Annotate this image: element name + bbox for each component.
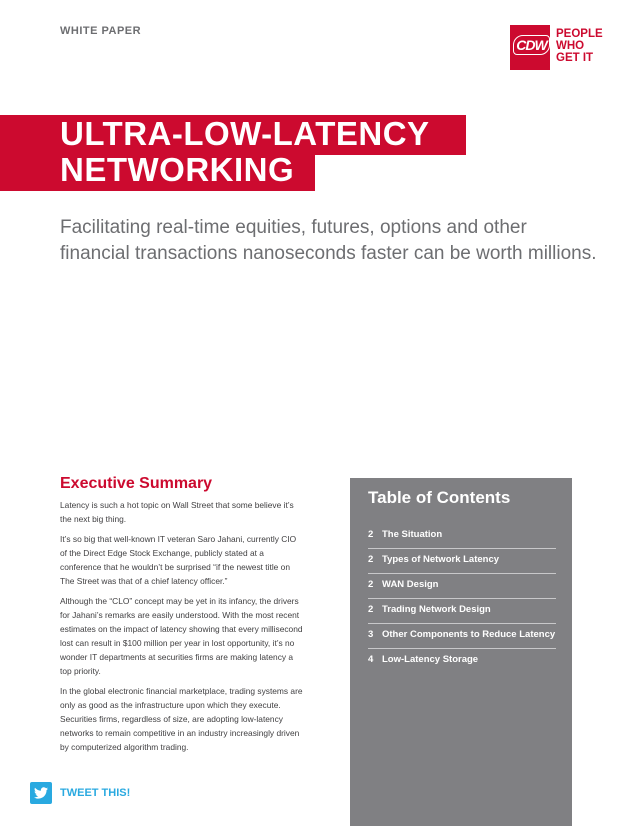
toc-page-number: 2 xyxy=(368,554,374,565)
tweet-this-label[interactable]: TWEET THIS! xyxy=(60,787,131,799)
summary-paragraph: Although the “CLO” concept may be yet in its infancy, the drivers for Jahani’s remarks are easily understood. With the most recent estimates on the impact of latency showing that every millisecond lost can result in $100 million per year in lost opportunity, it’s no wonder IT departments at securities firms are making latency a top priority. xyxy=(60,596,303,676)
summary-paragraph: In the global electronic financial marketplace, trading systems are only as good as the infrastructure upon which they execute. Securities firms, regardless of size, are adopting low-latency networks to remain competitive in an industry increasingly driven by computerized algorithm trading. xyxy=(60,686,303,752)
toc-item-label: WAN Design xyxy=(382,579,439,590)
toc-item-label: Trading Network Design xyxy=(382,604,491,615)
executive-summary-body xyxy=(60,498,305,760)
toc-item-label: Low-Latency Storage xyxy=(382,654,479,665)
subtitle: Facilitating real-time equities, futures, options and other financial transactions nanoseconds faster can be worth millions. xyxy=(60,217,597,264)
toc-item-low-latency-storage[interactable] xyxy=(368,649,556,673)
title-line-1: ULTRA-LOW-LATENCY xyxy=(60,115,430,152)
toc-item-trading-network-design[interactable] xyxy=(368,599,556,624)
toc-page-number: 2 xyxy=(368,604,374,615)
toc-page-number: 4 xyxy=(368,654,374,665)
toc-title: Table of Contents xyxy=(368,488,511,507)
toc-item-wan-design[interactable] xyxy=(368,574,556,599)
cdw-logo[interactable] xyxy=(510,25,620,70)
toc-item-types-of-network-latency[interactable] xyxy=(368,549,556,574)
toc-page-number: 2 xyxy=(368,579,374,590)
toc-item-other-components[interactable] xyxy=(368,624,556,649)
logo-tagline-line-2: WHO xyxy=(556,40,585,52)
document-type-label: WHITE PAPER xyxy=(60,25,142,37)
toc-page-number: 2 xyxy=(368,529,374,540)
summary-paragraph: It’s so big that well-known IT veteran Saro Jahani, currently CIO of the Direct Edge Stock Exchange, publicly stated at a conference that he wouldn’t be surprised “if the newest title on The Street was that of a chief latency officer.” xyxy=(60,534,297,586)
toc-item-label: Other Components to Reduce Latency xyxy=(382,629,556,640)
logo-mark: CDW xyxy=(513,35,550,55)
logo-red-box xyxy=(510,25,550,70)
tweet-this-link[interactable] xyxy=(30,782,130,804)
logo-tagline xyxy=(556,28,620,64)
toc-list xyxy=(368,524,556,673)
toc-page-number: 3 xyxy=(368,629,374,640)
toc-item-label: Types of Network Latency xyxy=(382,554,500,565)
logo-tagline-line-1: PEOPLE xyxy=(556,28,603,40)
table-of-contents xyxy=(350,478,572,826)
twitter-bird-icon[interactable] xyxy=(30,782,52,804)
toc-item-label: The Situation xyxy=(382,529,443,540)
title-line-2: NETWORKING xyxy=(60,151,295,188)
toc-item-the-situation[interactable] xyxy=(368,524,556,549)
summary-paragraph: Latency is such a hot topic on Wall Street that some believe it’s the next big thing. xyxy=(60,500,294,524)
logo-tagline-line-3: GET IT xyxy=(556,52,594,64)
executive-summary-heading: Executive Summary xyxy=(60,475,213,492)
